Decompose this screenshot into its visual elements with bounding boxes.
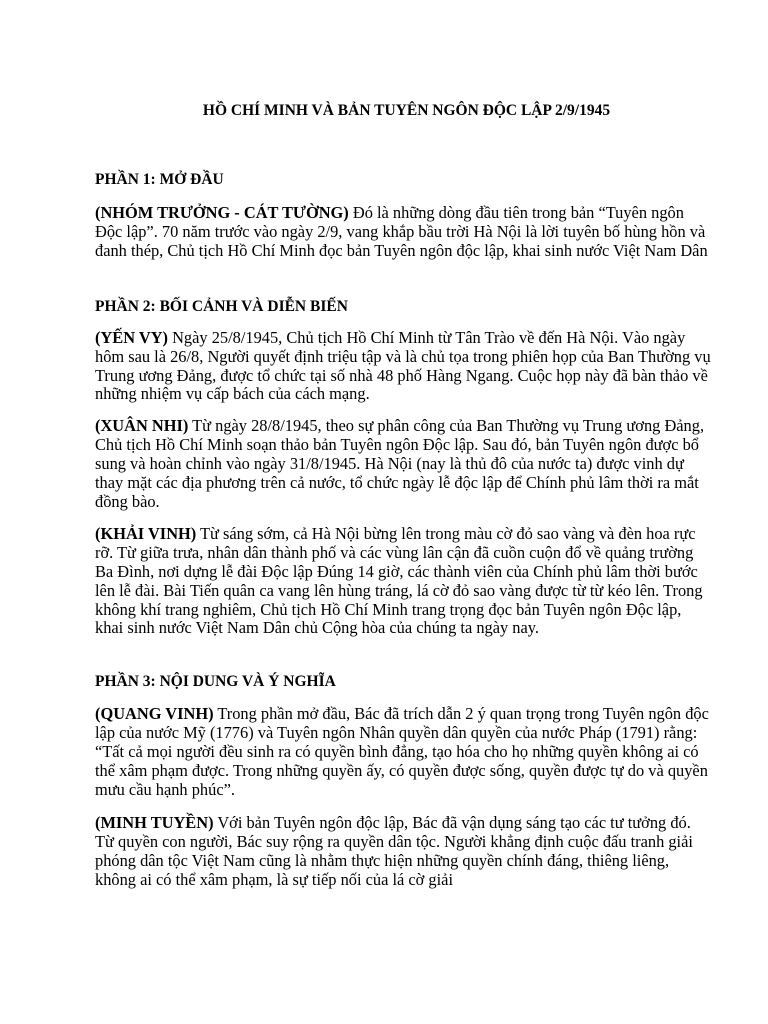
speaker-label: (XUÂN NHI) <box>95 416 189 436</box>
speaker-label: (KHẢI VINH) <box>95 523 197 543</box>
section-heading-part-1: PHẦN 1: MỞ ĐẦU <box>95 171 224 188</box>
paragraph-text: Đó là những dòng đầu tiên trong bản “Tuyên ngôn Độc lập”. 70 năm trước vào ngày 2/9, vang khắp bầu trời Hà Nội là lời tuyên bố hùng hồn và đanh thép, Chủ tịch Hồ Chí Minh đọc bản Tuyên ngôn độc lập, khai sinh nước Việt Nam Dân <box>95 203 708 260</box>
speaker-label: (YẾN VY) <box>95 327 168 347</box>
paragraph-text: Ngày 25/8/1945, Chủ tịch Hồ Chí Minh từ Tân Trào về đến Hà Nội. Vào ngày hôm sau là 26/8, Người quyết định triệu tập và là chủ tọa trong phiên họp của Ban Thường vụ Trung ương Đảng, được tổ chức tại số nhà 48 phố Hàng Ngang. Cuộc họp này đã bàn thảo về những nhiệm vụ cấp bách của cách mạng. <box>95 327 711 404</box>
paragraph-text: Từ ngày 28/8/1945, theo sự phân công của Ban Thường vụ Trung ương Đảng, Chủ tịch Hồ Chí Minh soạn thảo bản Tuyên ngôn Độc lập. Sau đó, bản Tuyên ngôn được bổ sung và hoàn chỉnh vào ngày 31/8/1945. Hà Nội (nay là thủ đô của nước ta) được vinh dự thay mặt các địa phương trên cả nước, tổ chức ngày lễ độc lập để Chính phủ lâm thời ra mắt đồng bào. <box>95 416 705 511</box>
paragraph-text: Với bản Tuyên ngôn độc lập, Bác đã vận dụng sáng tạo các tư tưởng đó. Từ quyền con người, Bác suy rộng ra quyền dân tộc. Người khẳng định cuộc đấu tranh giải phóng dân tộc Việt Nam cũng là nhằm thực hiện những quyền chính đáng, thiêng liêng, không ai có thể xâm phạm, là sự tiếp nối của lá cờ giải <box>95 812 693 889</box>
paragraph-cat-tuong <box>95 204 712 261</box>
paragraph-xuan-nhi <box>95 417 712 512</box>
section-heading-part-3: PHẦN 3: NỘI DUNG VÀ Ý NGHĨA <box>95 673 336 691</box>
speaker-label: (NHÓM TRƯỞNG - CÁT TƯỜNG) <box>95 203 349 222</box>
speaker-label: (MINH TUYỀN) <box>95 812 214 832</box>
speaker-label: (QUANG VINH) <box>95 704 214 724</box>
paragraph-text: Trong phần mở đầu, Bác đã trích dẫn 2 ý quan trọng trong Tuyên ngôn độc lập của nước Mỹ (1776) và Tuyên ngôn Nhân quyền dân quyền của nước Pháp (1791) rằng: “Tất cả mọi người đều sinh ra có quyền bình đẳng, tạo hóa cho họ những quyền không ai có thể xâm phạm được. Trong những quyền ấy, có quyền được sống, quyền được tự do và quyền mưu cầu hạnh phúc”. <box>95 704 709 799</box>
paragraph-minh-tuyen <box>95 814 712 890</box>
document-title: HỒ CHÍ MINH VÀ BẢN TUYÊN NGÔN ĐỘC LẬP 2/9/1945 <box>202 102 611 119</box>
paragraph-quang-vinh <box>95 705 712 800</box>
paragraph-khai-vinh <box>95 525 712 638</box>
paragraph-text: Từ sáng sớm, cả Hà Nội bừng lên trong màu cờ đỏ sao vàng và đèn hoa rực rỡ. Từ giữa trưa, nhân dân thành phố và các vùng lân cận đã cuồn cuộn đổ về quảng trường Ba Đình, nơi dựng lễ đài Độc lập Đúng 14 giờ, các thành viên của Chính phủ lâm thời bước lên lễ đài. Bài Tiến quân ca vang lên hùng tráng, lá cờ đỏ sao vàng được từ từ kéo lên. Trong không khí trang nghiêm, Chủ tịch Hồ Chí Minh trang trọng đọc bản Tuyên ngôn Độc lập, khai sinh nước Việt Nam Dân chủ Cộng hòa của chúng ta ngày nay. <box>95 523 703 638</box>
paragraph-yen-vy <box>95 329 712 405</box>
section-heading-part-2: PHẦN 2: BỐI CẢNH VÀ DIỄN BIẾN <box>95 297 348 315</box>
